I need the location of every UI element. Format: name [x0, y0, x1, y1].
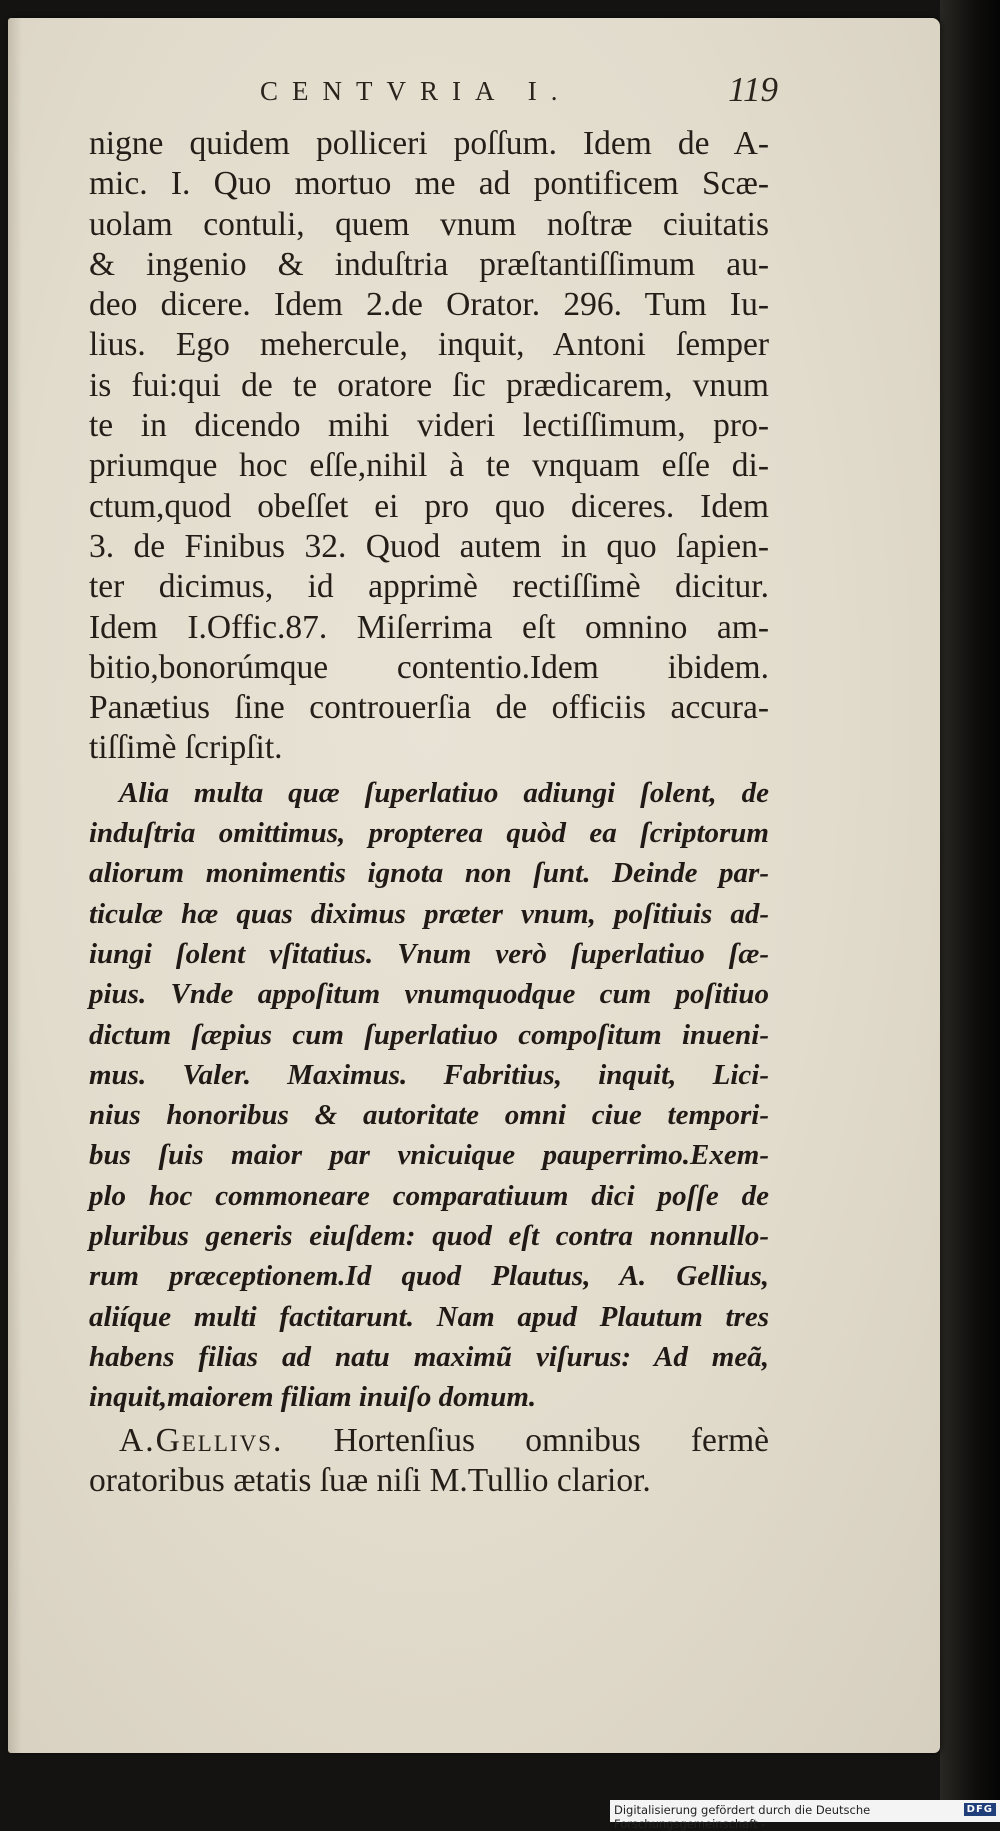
text-line: bus ſuis maior par vnicuique pauperrimo.Exem- — [89, 1139, 769, 1172]
text-fragment: Hortenſius omnibus fermè — [283, 1421, 769, 1459]
text-line: oratoribus ætatis ſuæ niſi M.Tullio clarior. — [89, 1461, 651, 1499]
text-line: iungi ſolent vſitatius. Vnum verò ſuperlatiuo ſæ- — [89, 937, 769, 970]
text-line: ticulæ hæ quas diximus præter vnum, poſitiuis ad- — [89, 897, 769, 930]
text-line: Idem I.Offic.87. Miſerrima eſt omnino am- — [89, 608, 769, 646]
running-title: CENTVRIA I. — [260, 76, 572, 106]
text-line: Panætius ſine controuerſia de officiis accura- — [89, 689, 769, 727]
dfg-logo: DFG — [964, 1803, 996, 1816]
text-line: mic. I. Quo mortuo me ad pontificem Scæ- — [89, 165, 769, 203]
dark-background — [940, 0, 1000, 1822]
text-line: inquit,maiorem filiam inuiſo domum. — [89, 1381, 537, 1414]
text-line: dictum ſæpius cum ſuperlatiuo compoſitum inueni- — [89, 1018, 769, 1051]
text-line: induſtria omittimus, propterea quòd ea ſcriptorum — [89, 817, 769, 850]
text-line: habens filias ad natu maximũ viſurus: Ad meã, — [89, 1340, 769, 1373]
text-line: ctum,quod obeſſet ei pro quo diceres. Idem — [89, 487, 769, 525]
text-line: pius. Vnde appoſitum vnumquodque cum poſitiuo — [89, 978, 769, 1011]
text-block — [89, 124, 769, 1501]
text-line: aliíque multi factitarunt. Nam apud Plautum tres — [89, 1300, 769, 1333]
text-line: deo dicere. Idem 2.de Orator. 296. Tum Iu- — [89, 286, 769, 324]
text-line: nius honoribus & autoritate omni ciue tempori- — [89, 1099, 769, 1132]
text-line: pluribus generis eiuſdem: quod eſt contra nonnullo- — [89, 1220, 769, 1253]
text-line — [89, 1421, 769, 1461]
paragraph-italic — [89, 773, 769, 1418]
text-line: priumque hoc eſſe,nihil à te vnquam eſſe di- — [89, 447, 769, 485]
text-line: tiſſimè ſcripſit. — [89, 729, 283, 767]
author-name: A.Gellivs. — [119, 1421, 284, 1459]
text-line: te in dicendo mihi videri lectiſſimum, pro- — [89, 407, 769, 445]
text-line: plo hoc commoneare comparatiuum dici poſſe de — [89, 1179, 769, 1212]
paragraph-roman — [89, 124, 769, 769]
text-line: 3. de Finibus 32. Quod autem in quo ſapien- — [89, 527, 769, 565]
text-line: Alia multa quæ ſuperlatiuo adiungi ſolent, de — [119, 776, 769, 809]
text-line: nigne quidem polliceri poſſum. Idem de A- — [89, 125, 769, 162]
page-gutter-shadow — [8, 18, 22, 1753]
text-line: aliorum monimentis ignota non ſunt. Deinde par- — [89, 857, 769, 890]
digitization-credit — [610, 1800, 1000, 1831]
paragraph-final — [89, 1421, 769, 1502]
page-number: 119 — [728, 70, 778, 109]
text-line: uolam contuli, quem vnum noſtræ ciuitatis — [89, 205, 769, 243]
text-line: bitio,bonorúmque contentio.Idem ibidem. — [89, 648, 769, 686]
credit-text: Digitalisierung gefördert durch die Deutsche Forschungsgemeinschaft - — [614, 1803, 871, 1831]
text-line: rum præceptionem.Id quod Plautus, A. Gellius, — [89, 1260, 769, 1293]
text-line: mus. Valer. Maximus. Fabritius, inquit, Lici- — [89, 1058, 769, 1091]
running-head — [100, 70, 778, 116]
text-line: lius. Ego mehercule, inquit, Antoni ſemper — [89, 326, 769, 364]
text-line: ter dicimus, id apprimè rectiſſimè dicitur. — [89, 568, 769, 606]
text-line: & ingenio & induſtria præſtantiſſimum au- — [89, 245, 769, 283]
text-line: is fui:qui de te oratore ſic prædicarem, vnum — [89, 366, 769, 404]
